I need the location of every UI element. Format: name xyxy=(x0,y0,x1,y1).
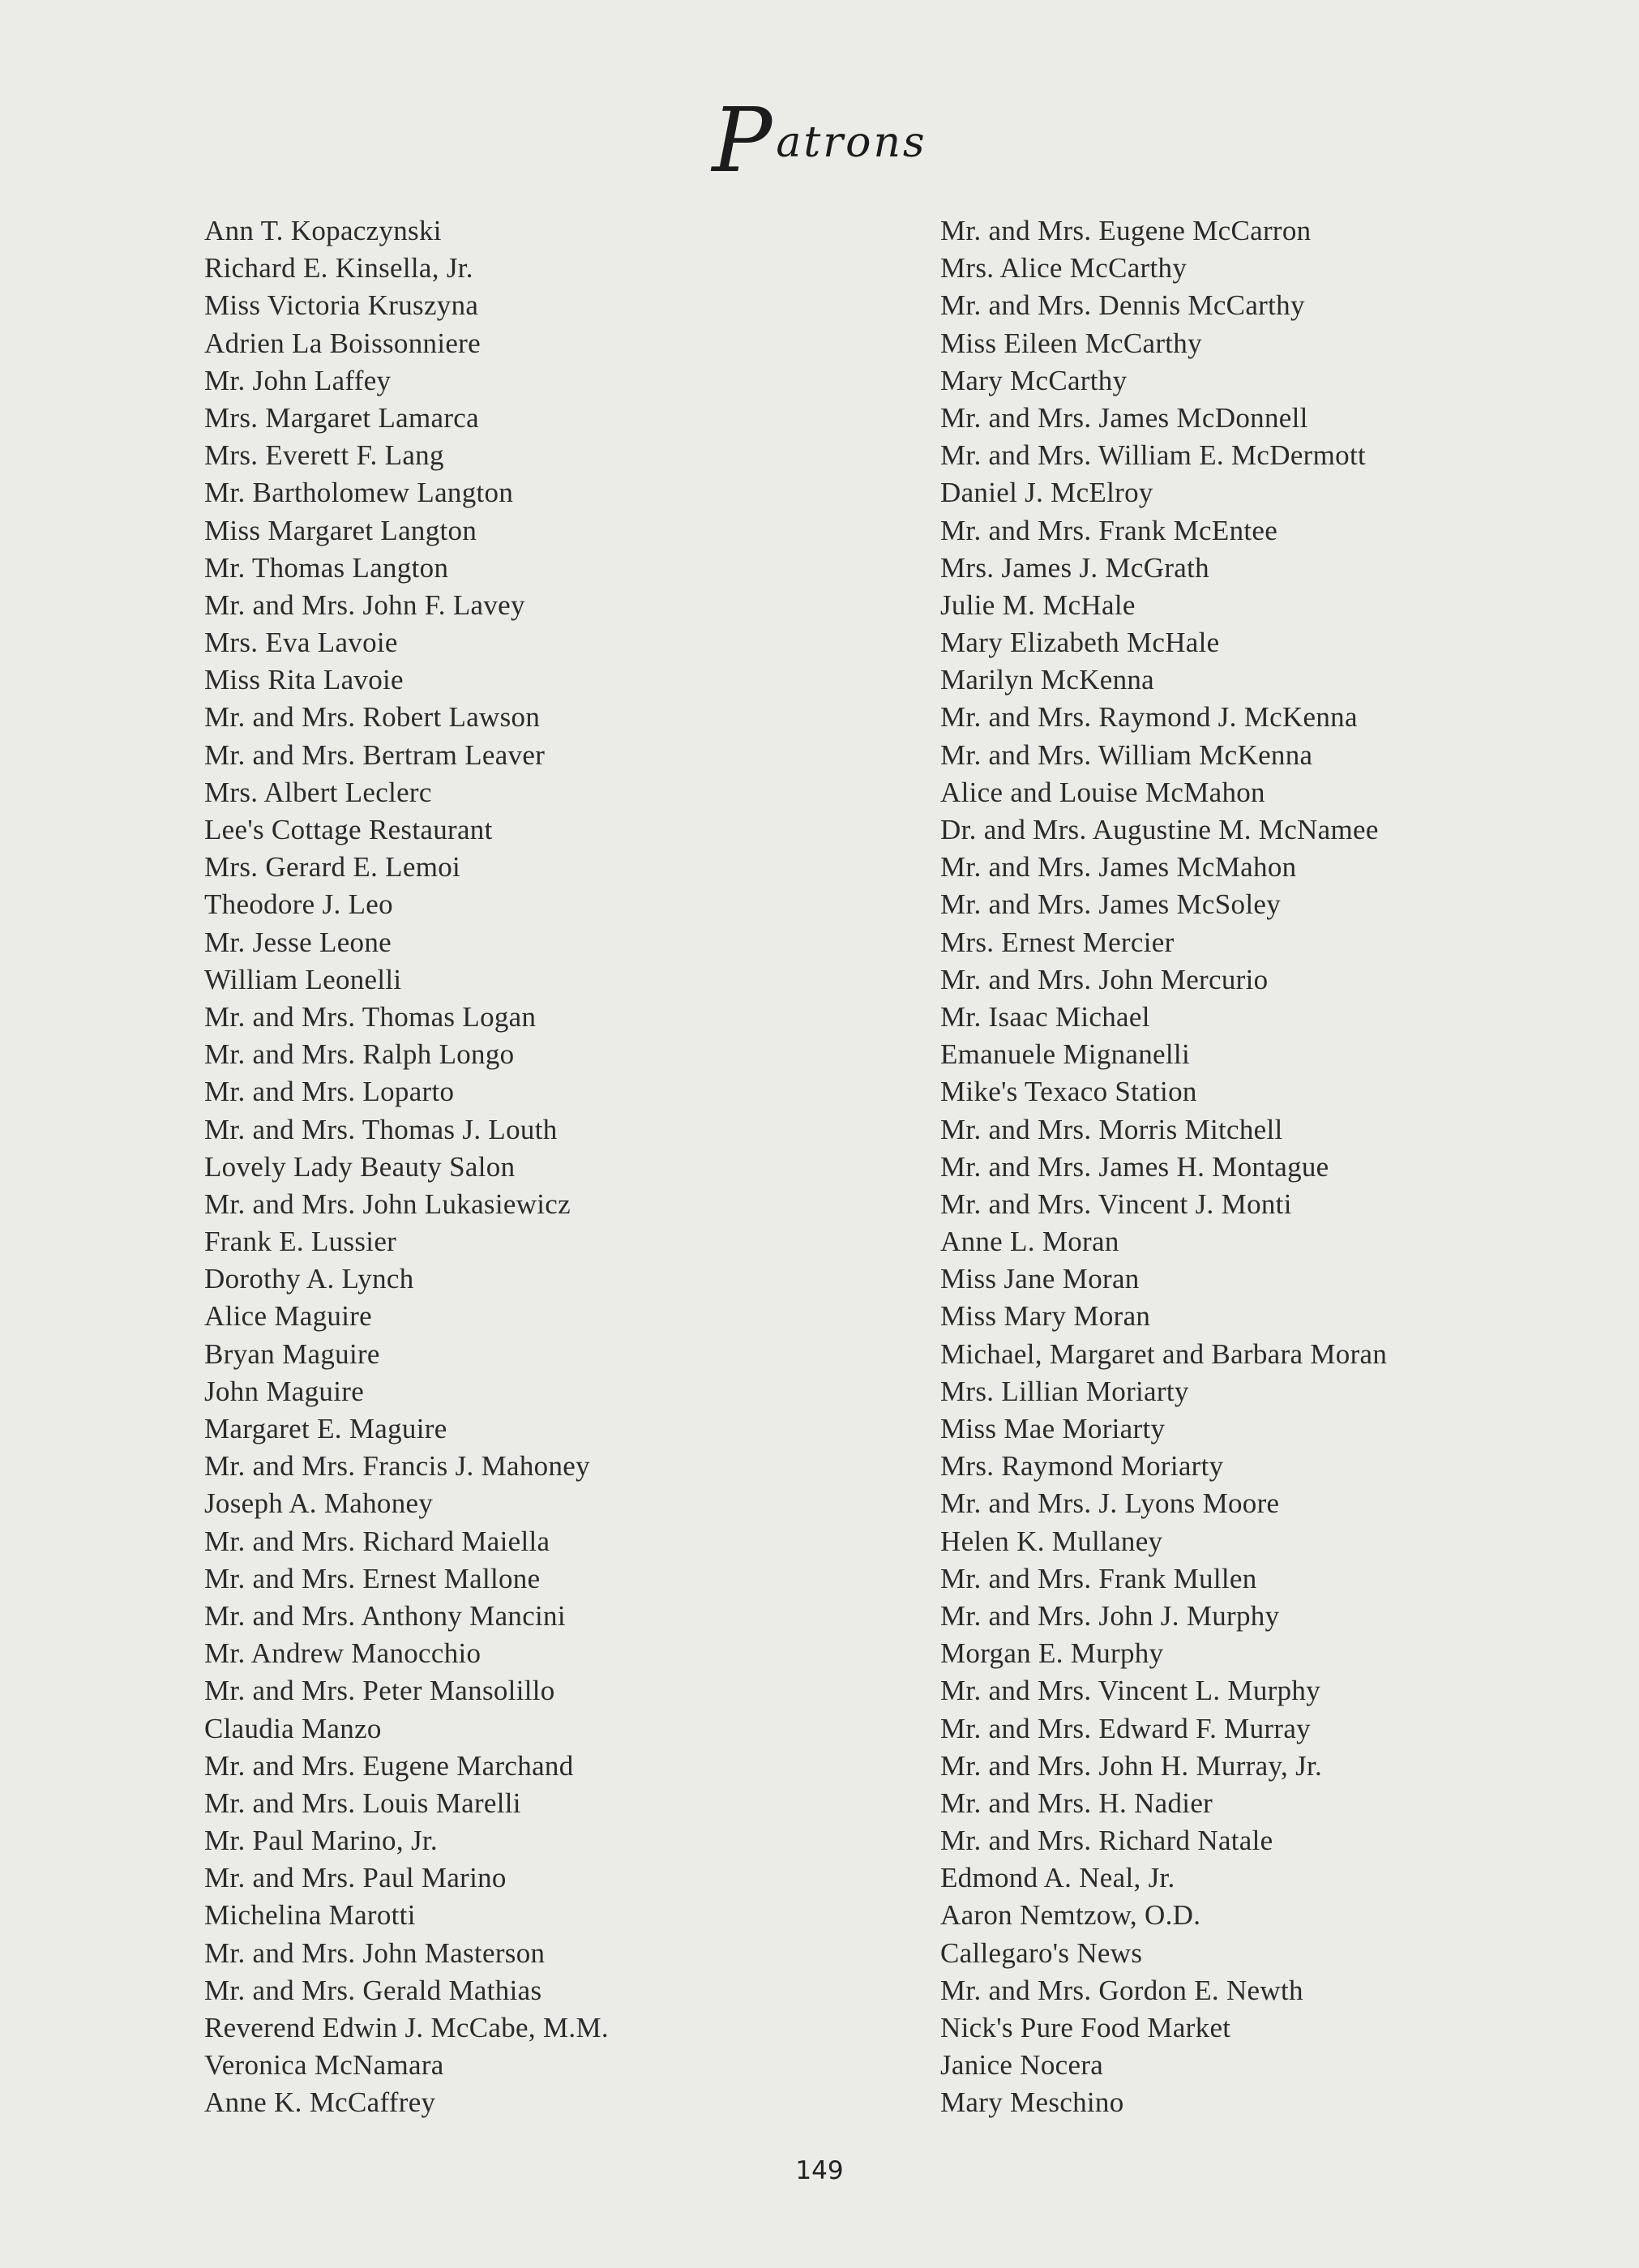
patron-name: Joseph A. Mahoney xyxy=(204,1487,434,1520)
patron-name: Mrs. Lillian Moriarty xyxy=(940,1375,1189,1407)
patron-name: Michael, Margaret and Barbara Moran xyxy=(940,1337,1388,1370)
patron-name: Mr. and Mrs. William E. McDermott xyxy=(940,439,1367,472)
patron-name: Mr. and Mrs. Francis J. Mahoney xyxy=(204,1450,590,1483)
patron-name: Miss Jane Moran xyxy=(940,1263,1140,1295)
patron-name: Margaret E. Maguire xyxy=(204,1413,447,1444)
patron-name: Mr. and Mrs. Richard Maiella xyxy=(204,1525,550,1557)
patron-name: Daniel J. McElroy xyxy=(940,477,1153,509)
patron-name: Mr. and Mrs. Ernest Mallone xyxy=(204,1562,541,1594)
patron-name: Mr. and Mrs. James McSoley xyxy=(940,888,1281,921)
patron-list-left xyxy=(204,212,609,2122)
patron-name: Mr. and Mrs. John Lukasiewicz xyxy=(204,1187,571,1220)
patron-name: Frank E. Lussier xyxy=(204,1226,397,1258)
patron-name: Helen K. Mullaney xyxy=(940,1525,1163,1557)
patron-name: Miss Margaret Langton xyxy=(204,514,477,546)
patron-name: Michelina Marotti xyxy=(204,1899,416,1932)
patron-name: Mrs. Gerard E. Lemoi xyxy=(204,851,461,884)
patron-name: Veronica McNamara xyxy=(204,2049,444,2082)
patron-name: Mrs. Raymond Moriarty xyxy=(940,1450,1224,1483)
patron-name: Mr. and Mrs. John H. Murray, Jr. xyxy=(940,1749,1323,1782)
patron-name: Mr. and Mrs. Frank McEntee xyxy=(940,514,1278,546)
patron-name: Mr. Isaac Michael xyxy=(940,1000,1150,1033)
patron-name: Miss Eileen McCarthy xyxy=(940,327,1202,359)
patron-name: Richard E. Kinsella, Jr. xyxy=(204,252,473,285)
patron-name: Mary McCarthy xyxy=(940,364,1128,396)
patron-name: Reverend Edwin J. McCabe, M.M. xyxy=(204,2012,609,2043)
patron-name: Edmond A. Neal, Jr. xyxy=(940,1862,1175,1894)
patron-name: Mr. Jesse Leone xyxy=(204,926,392,958)
patron-name: Mr. and Mrs. William McKenna xyxy=(940,738,1313,771)
patron-name: Anne K. McCaffrey xyxy=(204,2086,436,2119)
patron-name: Mr. and Mrs. Raymond J. McKenna xyxy=(940,701,1358,734)
patron-name: Julie M. McHale xyxy=(940,588,1136,621)
patron-name: Mr. and Mrs. John J. Murphy xyxy=(940,1599,1280,1632)
patron-name: Emanuele Mignanelli xyxy=(940,1038,1190,1071)
patron-name: Mr. Paul Marino, Jr. xyxy=(204,1825,438,1857)
patron-name: Theodore J. Leo xyxy=(204,888,393,921)
patron-name: Mr. and Mrs. Gordon E. Newth xyxy=(940,1974,1303,2006)
patron-name: Mr. and Mrs. Gerald Mathias xyxy=(204,1974,542,2006)
patron-name: Nick's Pure Food Market xyxy=(940,2012,1231,2043)
title-initial: P xyxy=(712,88,775,192)
patron-name: Mr. Thomas Langton xyxy=(204,551,449,584)
patron-name: Mr. and Mrs. H. Nadier xyxy=(940,1787,1213,1819)
patron-name: Dorothy A. Lynch xyxy=(204,1263,414,1295)
patron-name: Mr. and Mrs. Dennis McCarthy xyxy=(940,289,1305,322)
patron-name: Mr. and Mrs. Ralph Longo xyxy=(204,1038,515,1071)
patron-name: Lee's Cottage Restaurant xyxy=(204,814,493,845)
patron-name: Claudia Manzo xyxy=(204,1712,382,1744)
patron-list-right xyxy=(940,212,1387,2122)
patron-name: Mrs. Margaret Lamarca xyxy=(204,401,479,434)
patron-name: Mr. and Mrs. Morris Mitchell xyxy=(940,1113,1283,1145)
patron-name: Mr. and Mrs. James McDonnell xyxy=(940,401,1308,434)
patron-name: Janice Nocera xyxy=(940,2049,1104,2082)
patron-name: Mrs. Alice McCarthy xyxy=(940,252,1188,285)
patron-name: Callegaro's News xyxy=(940,1936,1143,1969)
page-number: 149 xyxy=(795,2156,844,2185)
patron-name: Mr. and Mrs. Vincent L. Murphy xyxy=(940,1675,1320,1707)
patron-name: Mr. and Mrs. Eugene Marchand xyxy=(204,1749,574,1782)
patron-name: Mrs. James J. McGrath xyxy=(940,551,1209,584)
patron-name: Miss Victoria Kruszyna xyxy=(204,289,479,322)
patron-name: Marilyn McKenna xyxy=(940,664,1155,696)
patron-name: Mr. and Mrs. Bertram Leaver xyxy=(204,738,546,771)
patron-name: Mr. and Mrs. James H. Montague xyxy=(940,1150,1329,1183)
patron-name: Mrs. Everett F. Lang xyxy=(204,439,444,472)
patron-name: Adrien La Boissonniere xyxy=(204,327,481,359)
patron-name: Mary Meschino xyxy=(940,2086,1124,2119)
patron-name: Mr. and Mrs. Anthony Mancini xyxy=(204,1599,566,1632)
patron-name: Miss Rita Lavoie xyxy=(204,664,404,696)
patron-name: Ann T. Kopaczynski xyxy=(204,215,442,246)
patron-name: Mr. and Mrs. Edward F. Murray xyxy=(940,1712,1311,1744)
patron-name: William Leonelli xyxy=(204,963,402,995)
patron-name: Mr. John Laffey xyxy=(204,364,392,396)
patron-name: Mr. Bartholomew Langton xyxy=(204,477,514,509)
patron-name: Morgan E. Murphy xyxy=(940,1637,1164,1670)
title-rest: atrons xyxy=(776,118,927,167)
patron-name: Mr. Andrew Manocchio xyxy=(204,1637,481,1670)
patron-name: Mrs. Albert Leclerc xyxy=(204,776,432,808)
patron-name: Mr. and Mrs. Richard Natale xyxy=(940,1825,1273,1857)
patron-name: Mr. and Mrs. Louis Marelli xyxy=(204,1787,521,1819)
patron-name: Mr. and Mrs. John Masterson xyxy=(204,1936,546,1969)
patron-name: Alice Maguire xyxy=(204,1300,373,1333)
patron-name: Mike's Texaco Station xyxy=(940,1076,1197,1108)
patron-name: Dr. and Mrs. Augustine M. McNamee xyxy=(940,814,1379,845)
patron-name: Miss Mary Moran xyxy=(940,1300,1151,1333)
patron-name: Mr. and Mrs. Robert Lawson xyxy=(204,701,541,734)
patron-name: Lovely Lady Beauty Salon xyxy=(204,1150,516,1183)
patron-name: Mr. and Mrs. Eugene McCarron xyxy=(940,215,1312,246)
patron-name: Mr. and Mrs. Peter Mansolillo xyxy=(204,1675,555,1707)
patron-name: Mr. and Mrs. Paul Marino xyxy=(204,1862,507,1894)
patron-name: Mary Elizabeth McHale xyxy=(940,627,1220,659)
patron-name: Anne L. Moran xyxy=(940,1226,1119,1258)
patron-name: John Maguire xyxy=(204,1375,365,1407)
patron-name: Mr. and Mrs. Thomas J. Louth xyxy=(204,1113,558,1145)
patron-name: Bryan Maguire xyxy=(204,1337,380,1370)
patron-name: Mr. and Mrs. John Mercurio xyxy=(940,963,1269,995)
page-title xyxy=(0,88,1639,192)
patron-name: Mr. and Mrs. Frank Mullen xyxy=(940,1562,1257,1594)
patron-name: Mrs. Eva Lavoie xyxy=(204,627,398,659)
patron-name: Aaron Nemtzow, O.D. xyxy=(940,1899,1201,1932)
patron-name: Mr. and Mrs. John F. Lavey xyxy=(204,588,525,621)
patron-name: Miss Mae Moriarty xyxy=(940,1413,1166,1444)
patron-name: Alice and Louise McMahon xyxy=(940,776,1265,808)
patron-name: Mr. and Mrs. Loparto xyxy=(204,1076,455,1108)
patron-name: Mr. and Mrs. Vincent J. Monti xyxy=(940,1187,1292,1220)
patron-name: Mr. and Mrs. Thomas Logan xyxy=(204,1000,537,1033)
patron-name: Mr. and Mrs. James McMahon xyxy=(940,851,1297,884)
patron-name: Mr. and Mrs. J. Lyons Moore xyxy=(940,1487,1280,1520)
patron-name: Mrs. Ernest Mercier xyxy=(940,926,1175,958)
